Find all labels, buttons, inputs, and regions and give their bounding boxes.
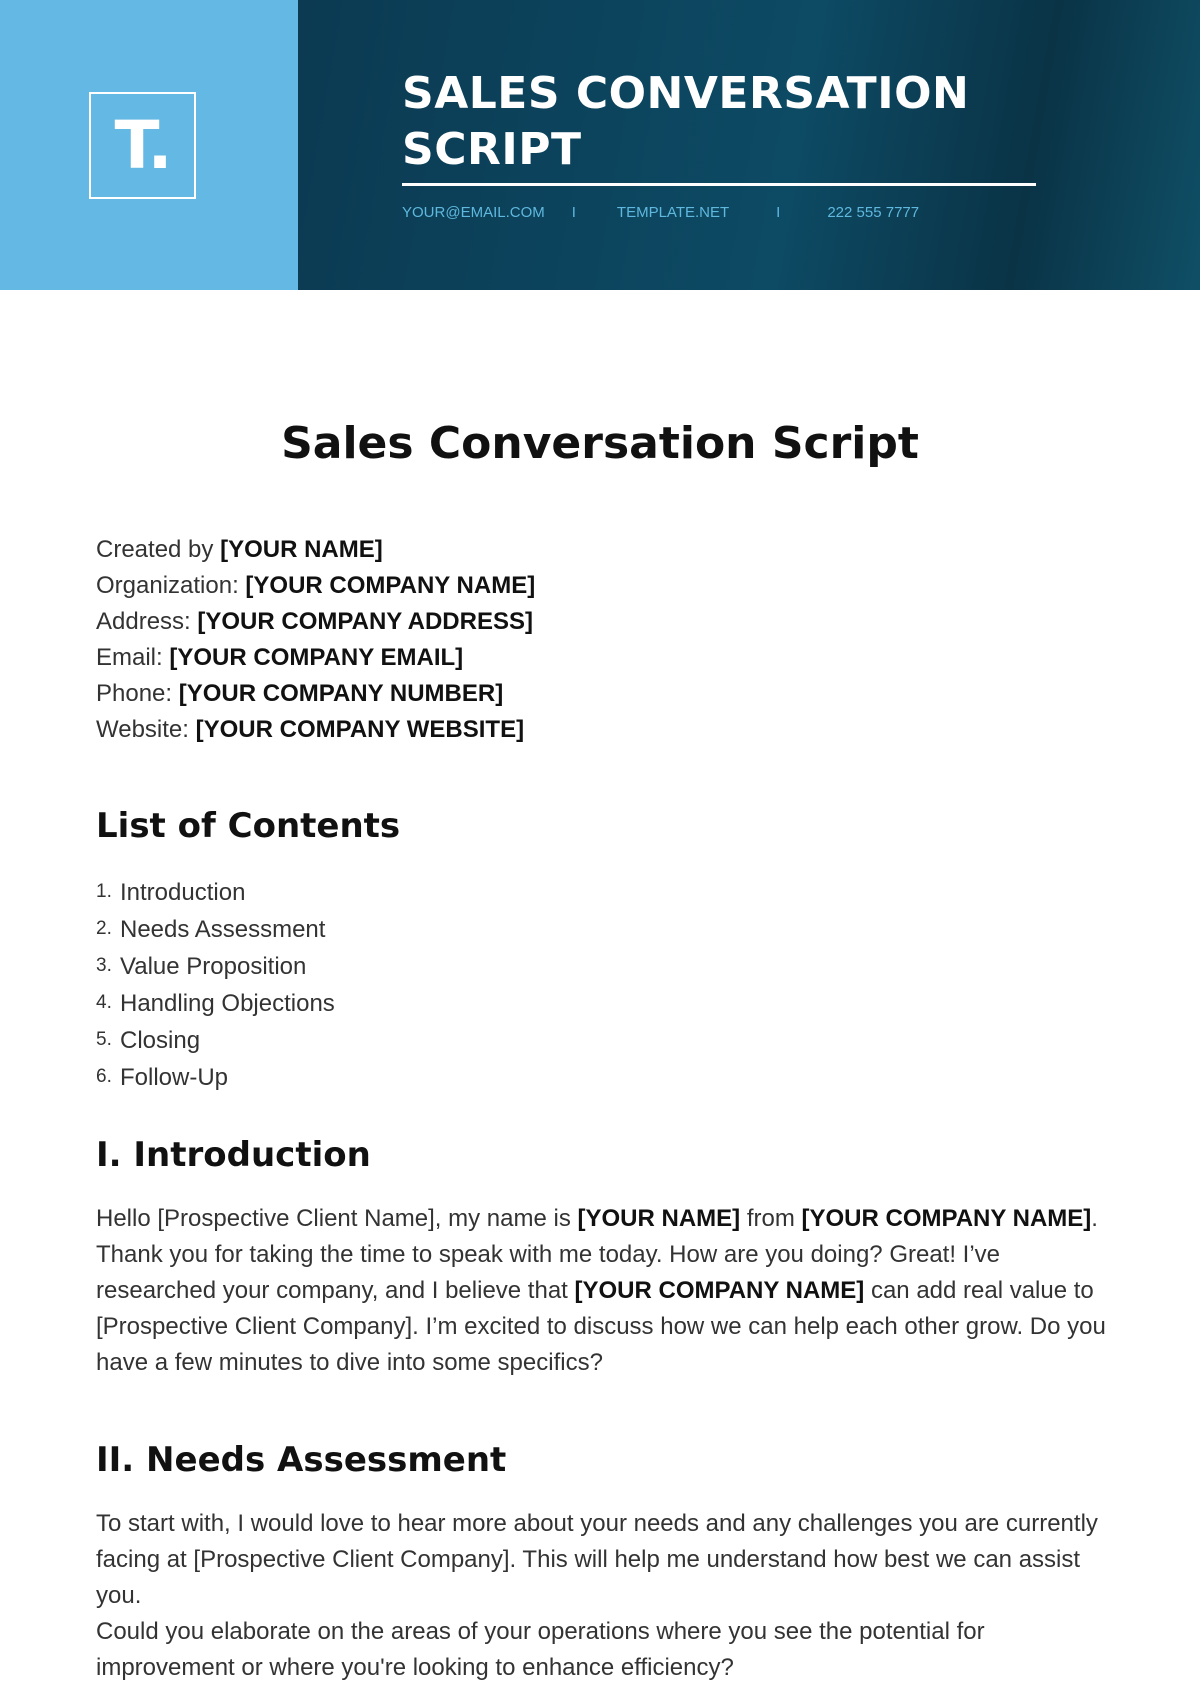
intro-placeholder: [YOUR COMPANY NAME]	[801, 1205, 1092, 1232]
needs-assessment-body	[96, 1506, 1106, 1686]
toc-number: 3.	[96, 955, 112, 976]
toc-item	[96, 948, 335, 985]
logo-text: T.	[114, 106, 171, 184]
toc-item	[96, 874, 335, 911]
toc-number: 5.	[96, 1029, 112, 1050]
meta-value: [YOUR COMPANY EMAIL]	[169, 644, 464, 671]
meta-value: [YOUR NAME]	[220, 536, 383, 563]
toc-item	[96, 1022, 335, 1059]
meta-phone	[96, 676, 535, 712]
header-phone: 222 555 7777	[827, 204, 920, 221]
header-title: SALES CONVERSATION SCRIPT	[402, 68, 970, 175]
section-heading-needs-assessment: II. Needs Assessment	[96, 1440, 507, 1480]
meta-label: Website:	[96, 716, 196, 743]
toc-number: 1.	[96, 881, 112, 902]
toc-item	[96, 911, 335, 948]
header-banner	[0, 0, 1200, 290]
toc-item	[96, 985, 335, 1022]
toc-label: Introduction	[120, 879, 246, 906]
meta-label: Email:	[96, 644, 170, 671]
meta-organization	[96, 568, 535, 604]
meta-email	[96, 640, 535, 676]
toc-item	[96, 1059, 335, 1096]
meta-value: [YOUR COMPANY ADDRESS]	[197, 608, 533, 635]
meta-label: Organization:	[96, 572, 246, 599]
toc-number: 6.	[96, 1066, 112, 1087]
intro-text: Hello [Prospective Client Name], my name is	[96, 1205, 578, 1232]
intro-text: from	[740, 1205, 802, 1232]
meta-label: Phone:	[96, 680, 179, 707]
table-of-contents	[96, 874, 335, 1096]
intro-text: can add real value to [Prospective Client Company]. I’m excited to discuss how we can help each other grow. Do you have a few minutes to dive into some specifics?	[96, 1277, 1106, 1376]
meta-value: [YOUR COMPANY WEBSITE]	[195, 716, 525, 743]
toc-label: Closing	[120, 1027, 201, 1054]
header-divider	[402, 183, 1036, 186]
intro-placeholder: [YOUR NAME]	[577, 1205, 741, 1232]
meta-created-by	[96, 532, 535, 568]
meta-website	[96, 712, 535, 748]
header-title-panel	[298, 0, 1200, 290]
introduction-paragraph	[96, 1201, 1106, 1381]
meta-value: [YOUR COMPANY NUMBER]	[178, 680, 504, 707]
meta-label: Created by	[96, 536, 221, 563]
header-website: TEMPLATE.NET	[616, 204, 730, 221]
contact-separator: I	[776, 204, 781, 221]
toc-number: 4.	[96, 992, 112, 1013]
toc-heading: List of Contents	[96, 806, 401, 846]
toc-number: 2.	[96, 918, 112, 939]
header-logo-panel	[0, 0, 298, 290]
template-logo	[89, 92, 196, 199]
needs-paragraph: To start with, I would love to hear more about your needs and any challenges you are currently facing at [Prospective Client Company]. This will help me understand how best we can assist you.	[96, 1510, 1098, 1609]
document-title: Sales Conversation Script	[281, 418, 919, 469]
meta-address	[96, 604, 535, 640]
intro-text: . Thank you for taking the time to speak with me today. How are you doing? Great! I’ve researched your company, and I believe that	[96, 1205, 1098, 1304]
toc-label: Handling Objections	[120, 990, 335, 1017]
section-heading-introduction: I. Introduction	[96, 1135, 371, 1175]
header-contact-bar	[402, 204, 919, 221]
meta-value: [YOUR COMPANY NAME]	[245, 572, 536, 599]
toc-label: Needs Assessment	[120, 916, 326, 943]
needs-paragraph: Could you elaborate on the areas of your operations where you see the potential for improvement or where you're looking to enhance efficiency?	[96, 1618, 985, 1681]
document-meta	[96, 532, 535, 748]
contact-separator: I	[571, 204, 576, 221]
intro-placeholder: [YOUR COMPANY NAME]	[574, 1277, 865, 1304]
meta-label: Address:	[96, 608, 198, 635]
toc-label: Value Proposition	[120, 953, 307, 980]
toc-label: Follow-Up	[120, 1064, 229, 1091]
header-email: YOUR@EMAIL.COM	[402, 204, 545, 221]
